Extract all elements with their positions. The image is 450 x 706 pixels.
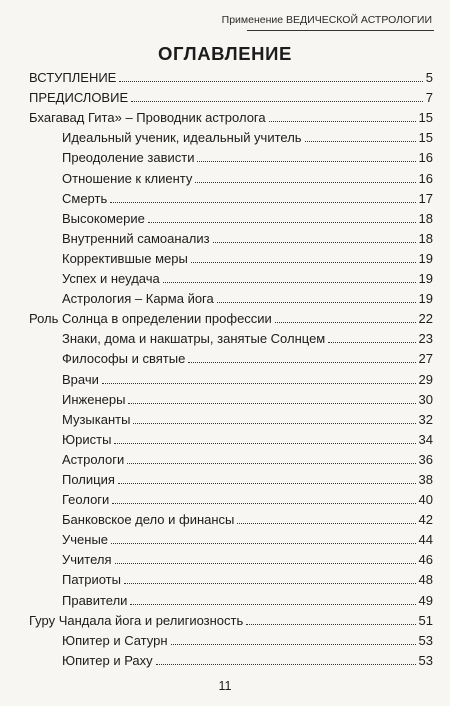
toc-entry-page: 38: [418, 471, 433, 487]
dot-leader: [188, 362, 415, 363]
toc-entry-page: 51: [418, 612, 433, 628]
toc-entry: [29, 609, 433, 629]
toc-entry-label: Банковское дело и финансы: [62, 512, 235, 528]
toc-entry: [29, 247, 433, 267]
toc-entry: [29, 468, 433, 488]
toc-entry-page: 19: [418, 271, 433, 287]
toc-title: ОГЛАВЛЕНИЕ: [158, 43, 292, 64]
toc-entry-label: Гуру Чандала йога и религиозность: [29, 612, 244, 628]
toc-entry: [29, 227, 433, 247]
toc-entry: [29, 187, 433, 207]
toc-entry-page: 44: [418, 532, 433, 548]
toc-entry: [29, 347, 433, 367]
toc-entry-page: 40: [418, 492, 433, 508]
toc-entry-page: 19: [418, 250, 433, 266]
dot-leader: [111, 543, 416, 544]
toc-entry-label: ПРЕДИСЛОВИЕ: [29, 90, 129, 106]
running-header: Применение ВЕДИЧЕСКОЙ АСТРОЛОГИИ: [221, 14, 432, 26]
toc-entry: [29, 528, 433, 548]
toc-entry-page: 42: [418, 512, 433, 528]
toc-entry-label: Юристы: [62, 431, 112, 447]
dot-leader: [197, 161, 415, 162]
dot-leader: [171, 644, 416, 645]
toc-entry-page: 18: [418, 210, 433, 226]
dot-leader: [133, 423, 415, 424]
toc-entry: [29, 408, 433, 428]
toc-entry-label: Юпитер и Раху: [62, 652, 153, 668]
toc-entry-label: Музыканты: [62, 411, 131, 427]
dot-leader: [115, 563, 416, 564]
dot-leader: [328, 342, 415, 343]
toc-entry-label: Знаки, дома и накшатры, занятые Солнцем: [62, 331, 326, 347]
toc-entry-label: Преодоление зависти: [62, 150, 195, 166]
toc-entry-label: Учителя: [62, 552, 112, 568]
toc-entry: [29, 568, 433, 588]
toc-list: [29, 66, 433, 669]
toc-entry-page: 32: [418, 411, 433, 427]
toc-entry-page: 22: [418, 311, 433, 327]
dot-leader: [118, 483, 416, 484]
dot-leader: [217, 302, 416, 303]
toc-entry: [29, 508, 433, 528]
toc-entry-page: 18: [418, 230, 433, 246]
toc-entry: [29, 207, 433, 227]
dot-leader: [127, 463, 415, 464]
toc-entry-label: ВСТУПЛЕНИЕ: [29, 70, 117, 86]
toc-entry-label: Роль Солнца в определении профессии: [29, 311, 272, 327]
toc-entry-label: Идеальный ученик, идеальный учитель: [62, 130, 302, 146]
toc-entry-label: Астрологи: [62, 451, 125, 467]
toc-entry-label: Отношение к клиенту: [62, 170, 193, 186]
toc-entry: [29, 146, 433, 166]
toc-entry-label: Астрология – Карма йога: [62, 291, 214, 307]
toc-entry-label: Геологи: [62, 492, 110, 508]
toc-entry-page: 46: [418, 552, 433, 568]
dot-leader: [213, 242, 416, 243]
page-number: 11: [218, 679, 232, 693]
dot-leader: [275, 322, 416, 323]
toc-entry-label: Бхагавад Гита» – Проводник астролога: [29, 110, 266, 126]
toc-entry-page: 29: [418, 371, 433, 387]
toc-entry-page: 19: [418, 291, 433, 307]
toc-entry-page: 7: [425, 90, 433, 106]
toc-entry-label: Внутренний самоанализ: [62, 230, 210, 246]
toc-entry: [29, 287, 433, 307]
toc-entry: [29, 448, 433, 468]
dot-leader: [191, 262, 416, 263]
dot-leader: [128, 403, 415, 404]
toc-entry-page: 17: [418, 190, 433, 206]
toc-entry-label: Правители: [62, 592, 128, 608]
toc-entry: [29, 126, 433, 146]
toc-entry-page: 30: [418, 391, 433, 407]
toc-entry: [29, 66, 433, 86]
dot-leader: [269, 121, 416, 122]
toc-entry-page: 5: [425, 70, 433, 86]
dot-leader: [163, 282, 416, 283]
toc-entry-label: Юпитер и Сатурн: [62, 632, 168, 648]
toc-entry: [29, 307, 433, 327]
toc-entry: [29, 327, 433, 347]
header-rule: [247, 30, 434, 31]
toc-entry-page: 53: [418, 652, 433, 668]
dot-leader: [237, 523, 415, 524]
dot-leader: [124, 583, 416, 584]
dot-leader: [131, 101, 423, 102]
dot-leader: [102, 383, 416, 384]
toc-entry: [29, 367, 433, 387]
toc-entry-label: Полиция: [62, 471, 115, 487]
toc-entry: [29, 106, 433, 126]
toc-entry-label: Философы и святые: [62, 351, 186, 367]
toc-entry-page: 15: [418, 130, 433, 146]
toc-entry-page: 34: [418, 431, 433, 447]
toc-entry: [29, 649, 433, 669]
dot-leader: [156, 664, 416, 665]
toc-entry-label: Высокомерие: [62, 210, 145, 226]
toc-entry-page: 15: [418, 110, 433, 126]
toc-entry: [29, 548, 433, 568]
toc-entry: [29, 428, 433, 448]
toc-entry-label: Смерть: [62, 190, 108, 206]
toc-entry-page: 23: [418, 331, 433, 347]
toc-entry: [29, 388, 433, 408]
dot-leader: [195, 182, 415, 183]
toc-entry-label: Корректившые меры: [62, 250, 188, 266]
toc-entry-page: 36: [418, 451, 433, 467]
toc-entry-label: Врачи: [62, 371, 99, 387]
toc-entry-label: Успех и неудача: [62, 271, 160, 287]
toc-entry: [29, 166, 433, 186]
dot-leader: [119, 81, 422, 82]
dot-leader: [148, 222, 416, 223]
toc-entry: [29, 488, 433, 508]
dot-leader: [305, 141, 416, 142]
toc-entry-page: 49: [418, 592, 433, 608]
toc-entry-page: 48: [418, 572, 433, 588]
toc-entry: [29, 588, 433, 608]
toc-entry: [29, 629, 433, 649]
toc-entry-label: Ученые: [62, 532, 109, 548]
toc-entry-label: Инженеры: [62, 391, 126, 407]
dot-leader: [130, 604, 415, 605]
toc-entry: [29, 267, 433, 287]
toc-entry-page: 16: [418, 150, 433, 166]
dot-leader: [112, 503, 415, 504]
dot-leader: [114, 443, 415, 444]
toc-entry-page: 53: [418, 632, 433, 648]
dot-leader: [110, 202, 415, 203]
toc-entry-label: Патриоты: [62, 572, 121, 588]
toc-entry-page: 16: [418, 170, 433, 186]
toc-entry-page: 27: [418, 351, 433, 367]
toc-entry: [29, 86, 433, 106]
dot-leader: [246, 624, 415, 625]
